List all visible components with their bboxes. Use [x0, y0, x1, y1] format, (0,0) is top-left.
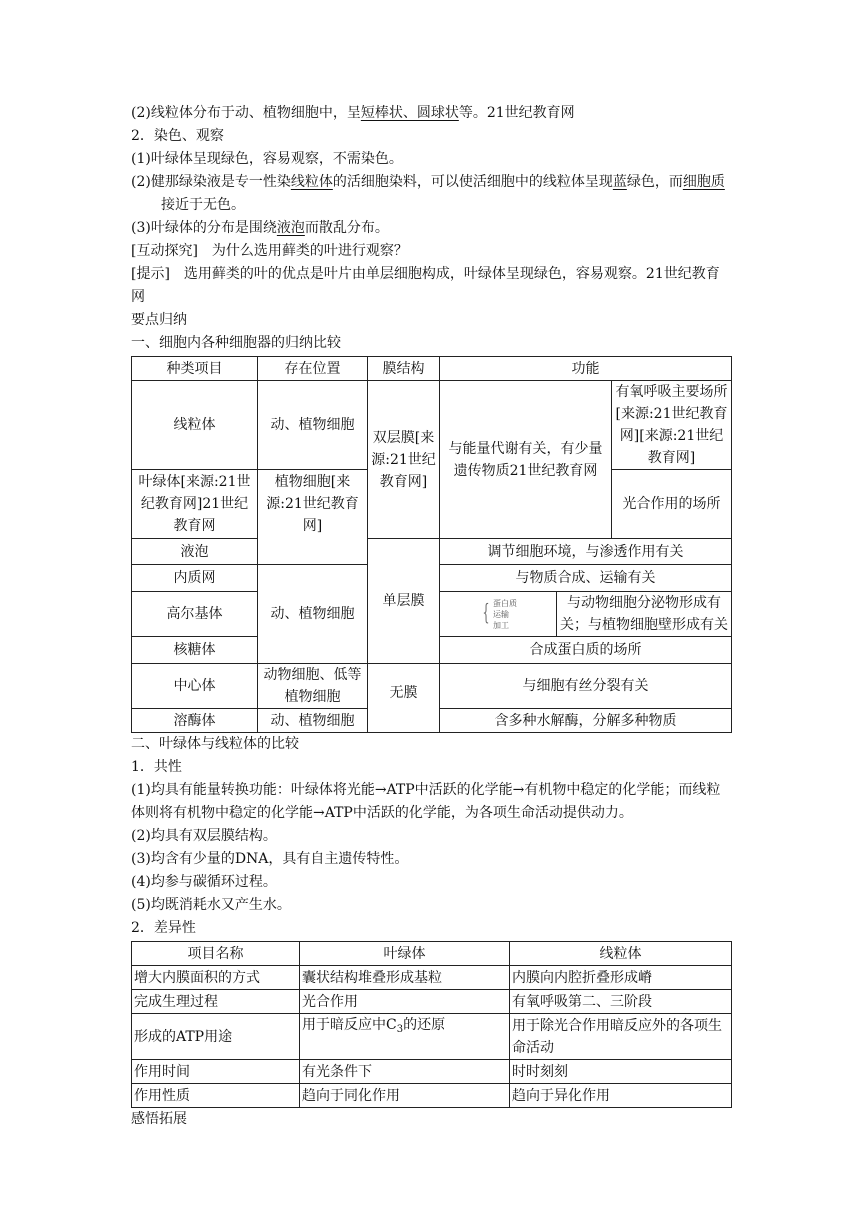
document-page	[131, 102, 731, 1131]
text: (3)叶绿体的分布是围绕	[131, 220, 277, 236]
table-row	[132, 990, 732, 1014]
paragraph-double-membrane: (2)均具有双层膜结构。	[131, 828, 277, 844]
table-header-row	[132, 357, 732, 381]
organelle-table	[131, 356, 732, 733]
row-label: 作用时间	[132, 1060, 300, 1084]
underlined-text: 细胞质	[682, 174, 725, 190]
underlined-text: 液泡	[276, 220, 305, 236]
underlined-text: 蓝	[612, 174, 627, 190]
text: 绿色，而	[626, 174, 683, 190]
function-cell: 调节细胞环境，与渗透作用有关	[440, 539, 732, 565]
table-cell: 用于除光合作用暗反应外的各项生命活动	[510, 1014, 732, 1060]
organelle-name: 溶酶体	[132, 709, 258, 733]
interactive-question: [互动探究] 为什么选用藓类的叶进行观察？	[131, 243, 408, 259]
hint-paragraph: [提示] 选用藓类的叶的优点是叶片由单层细胞构成，叶绿体呈现绿色，容易观察。21世纪教育网	[131, 266, 720, 305]
location-cell: 动、植物细胞	[258, 381, 368, 470]
location-cell: 动、植物细胞	[258, 709, 368, 733]
text: 而散乱分布。	[304, 220, 389, 236]
table-cell: 囊状结构堆叠形成基粒	[300, 966, 510, 990]
organelle-name: 高尔基体	[132, 592, 258, 637]
location-cell: 动、植物细胞	[258, 565, 368, 664]
heading-staining: 2．染色、观察	[131, 128, 224, 144]
location-cell: 动物细胞、低等植物细胞	[258, 664, 368, 709]
paragraph-mito-distribution	[131, 102, 731, 125]
function-cell: 光合作用的场所	[612, 470, 732, 539]
paragraph-water: (5)均既消耗水又产生水。	[131, 897, 291, 913]
heading-organelle-comparison: 一、细胞内各种细胞器的归纳比较	[131, 335, 341, 351]
text: 的活细胞染料，可以使活细胞中的线粒体呈现	[332, 174, 613, 190]
text: 等。21世纪教育网	[458, 105, 575, 121]
table-cell: 趋向于异化作用	[510, 1084, 732, 1108]
row-label: 完成生理过程	[132, 990, 300, 1014]
table-header-row	[132, 942, 732, 966]
process-label: 加工	[493, 620, 509, 630]
header-cell: 线粒体	[510, 942, 732, 966]
organelle-name: 中心体	[132, 664, 258, 709]
heading-key-points: 要点归纳	[131, 312, 187, 328]
table-cell: 内膜向内腔折叠形成嵴	[510, 966, 732, 990]
table-cell: 有氧呼吸第二、三阶段	[510, 990, 732, 1014]
table-cell: 时时刻刻	[510, 1060, 732, 1084]
header-cell: 功能	[440, 357, 732, 381]
paragraph-energy-conversion: (1)均具有能量转换功能：叶绿体将光能→ATP中活跃的化学能→有机物中稳定的化学能；而线粒体则将有机物中稳定的化学能→ATP中活跃的化学能，为各项生命活动提供动力。	[131, 782, 721, 821]
function-cell: 与动物细胞分泌物形成有关；与植物细胞壁形成有关	[557, 592, 732, 637]
header-cell: 种类项目	[132, 357, 258, 381]
process-label: 蛋白质	[493, 598, 517, 608]
organelle-name: 线粒体	[132, 381, 258, 470]
text: 用于暗反应中C	[302, 1017, 397, 1033]
header-cell: 存在位置	[258, 357, 368, 381]
comparison-table	[131, 941, 732, 1108]
paragraph-janus-green	[131, 171, 731, 217]
function-cell: 与能量代谢有关，有少量遗传物质21世纪教育网	[440, 381, 612, 539]
function-cell: 含多种水解酶，分解多种物质	[440, 709, 732, 733]
function-cell: 与物质合成、运输有关	[440, 565, 732, 592]
header-cell: 膜结构	[368, 357, 440, 381]
table-row	[132, 1084, 732, 1108]
paragraph-chloro-green: (1)叶绿体呈现绿色，容易观察，不需染色。	[131, 151, 403, 167]
text: 接近于无色。	[161, 197, 245, 213]
table-row	[132, 381, 732, 470]
underlined-text: 线粒体	[290, 174, 333, 190]
underlined-text: 短棒状、圆球状	[360, 105, 459, 121]
heading-differences: 2．差异性	[131, 920, 196, 936]
row-label: 形成的ATP用途	[132, 1014, 300, 1060]
organelle-name: 内质网	[132, 565, 258, 592]
brace-icon: {	[482, 601, 490, 626]
function-cell: 合成蛋白质的场所	[440, 637, 732, 664]
heading-chloro-mito: 二、叶绿体与线粒体的比较	[131, 736, 299, 752]
organelle-name: 液泡	[132, 539, 258, 565]
table-row	[132, 664, 732, 709]
header-cell: 叶绿体	[300, 942, 510, 966]
row-label: 作用性质	[132, 1084, 300, 1108]
paragraph-dna: (3)均含有少量的DNA，具有自主遗传特性。	[131, 851, 409, 867]
membrane-cell: 双层膜[来源:21世纪教育网]	[368, 381, 440, 539]
text: (2)线粒体分布于动、植物细胞中，呈	[131, 105, 361, 121]
paragraph-carbon-cycle: (4)均参与碳循环过程。	[131, 874, 277, 890]
table-cell: 有光条件下	[300, 1060, 510, 1084]
organelle-name: 核糖体	[132, 637, 258, 664]
paragraph-chloro-distribution	[131, 217, 731, 240]
table-row	[132, 1014, 732, 1060]
header-cell: 项目名称	[132, 942, 300, 966]
heading-commonality: 1．共性	[131, 759, 182, 775]
heading-insight: 感悟拓展	[131, 1111, 187, 1127]
organelle-name: 叶绿体[来源:21世纪教育网]21世纪教育网	[132, 470, 258, 539]
table-cell	[300, 1014, 510, 1060]
text: 的还原	[403, 1017, 446, 1033]
location-cell: 植物细胞[来源:21世纪教育网]	[258, 470, 368, 565]
membrane-cell: 无膜	[368, 664, 440, 733]
table-row	[132, 539, 732, 565]
text: (2)健那绿染液是专一性染	[131, 174, 291, 190]
function-cell: 与细胞有丝分裂有关	[440, 664, 732, 709]
function-cell: 有氧呼吸主要场所[来源:21世纪教育网][来源:21世纪教育网]	[612, 381, 732, 470]
row-label: 增大内膜面积的方式	[132, 966, 300, 990]
process-diagram	[440, 592, 557, 637]
subscript: 3	[396, 1024, 404, 1035]
membrane-cell: 单层膜	[368, 539, 440, 664]
table-row	[132, 966, 732, 990]
table-cell: 趋向于同化作用	[300, 1084, 510, 1108]
table-row	[132, 1060, 732, 1084]
process-label: 运输	[493, 609, 509, 619]
table-cell: 光合作用	[300, 990, 510, 1014]
